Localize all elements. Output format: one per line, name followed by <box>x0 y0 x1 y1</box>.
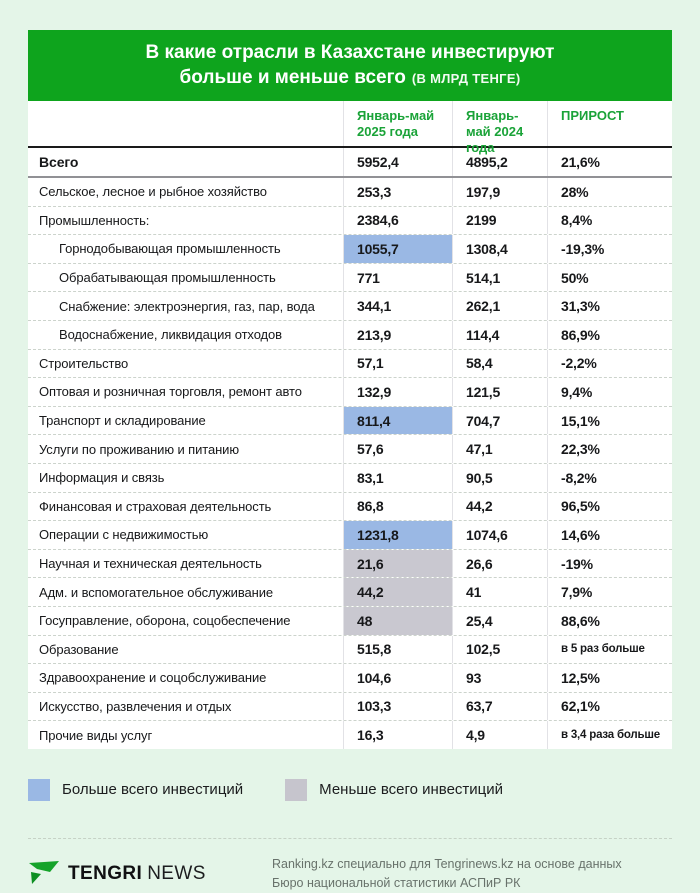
footer-divider <box>28 838 672 839</box>
page-title-line2 <box>180 65 521 91</box>
value-2024: 58,4 <box>452 350 547 378</box>
row-label: Научная и техническая деятельность <box>39 556 262 572</box>
page-title-line1: В какие отрасли в Казахстане инвестируют <box>145 42 555 63</box>
value-2025: 48 <box>343 607 452 635</box>
row-label: Образование <box>39 641 119 657</box>
legend-label-most: Больше всего инвестиций <box>62 781 244 799</box>
header-col-2025: Январь-май 2025 года <box>343 101 452 146</box>
value-2025: 104,6 <box>343 664 452 692</box>
tengri-flag-icon <box>28 860 60 888</box>
logo-word-news: NEWS <box>147 862 206 884</box>
header-empty-cell <box>28 101 343 146</box>
table-row <box>28 606 672 635</box>
table-row <box>28 377 672 406</box>
value-2025: 44,2 <box>343 578 452 606</box>
value-2024: 4895,2 <box>452 148 547 176</box>
value-2025: 16,3 <box>343 721 452 749</box>
value-2025: 103,3 <box>343 693 452 721</box>
value-2025: 771 <box>343 264 452 292</box>
growth-value: 22,3% <box>547 435 672 463</box>
row-label: Снабжение: электроэнергия, газ, пар, вода <box>59 298 315 314</box>
growth-value: 50% <box>547 264 672 292</box>
table-row <box>28 520 672 549</box>
growth-value: 14,6% <box>547 521 672 549</box>
units-note: (В МЛРД ТЕНГЕ) <box>411 71 521 86</box>
table-row <box>28 234 672 263</box>
table-row <box>28 291 672 320</box>
value-2025: 1231,8 <box>343 521 452 549</box>
value-2025: 21,6 <box>343 550 452 578</box>
table-row <box>28 406 672 435</box>
table-row <box>28 720 672 749</box>
value-2024: 44,2 <box>452 493 547 521</box>
value-2024: 41 <box>452 578 547 606</box>
growth-value: 86,9% <box>547 321 672 349</box>
value-2025: 344,1 <box>343 292 452 320</box>
table-row <box>28 349 672 378</box>
table-header-row <box>28 101 672 155</box>
growth-value: 96,5% <box>547 493 672 521</box>
row-label: Услуги по проживанию и питанию <box>39 441 239 457</box>
value-2024: 197,9 <box>452 178 547 206</box>
value-2025: 5952,4 <box>343 148 452 176</box>
growth-value: 15,1% <box>547 407 672 435</box>
value-2025: 1055,7 <box>343 235 452 263</box>
row-label: Адм. и вспомогательное обслуживание <box>39 584 273 600</box>
legend-label-least: Меньше всего инвестиций <box>319 781 504 799</box>
growth-value: 9,4% <box>547 378 672 406</box>
value-2024: 1074,6 <box>452 521 547 549</box>
row-label: Всего <box>39 154 79 170</box>
value-2024: 2199 <box>452 207 547 235</box>
table-row <box>28 206 672 235</box>
row-label: Операции с недвижимостью <box>39 527 209 543</box>
value-2024: 63,7 <box>452 693 547 721</box>
value-2025: 2384,6 <box>343 207 452 235</box>
growth-value: -19% <box>547 550 672 578</box>
header-col-2024: Январь-май 2024 года <box>452 101 547 146</box>
growth-value: -8,2% <box>547 464 672 492</box>
header-banner <box>28 30 672 101</box>
value-2024: 90,5 <box>452 464 547 492</box>
total-row <box>28 148 672 178</box>
legend-swatch-gray <box>285 779 307 801</box>
growth-value: в 5 раз больше <box>547 636 672 664</box>
value-2025: 253,3 <box>343 178 452 206</box>
row-label: Промышленность: <box>39 212 150 228</box>
row-label: Прочие виды услуг <box>39 727 153 743</box>
value-2024: 25,4 <box>452 607 547 635</box>
legend <box>28 779 672 801</box>
table-row <box>28 320 672 349</box>
value-2025: 83,1 <box>343 464 452 492</box>
table-row <box>28 577 672 606</box>
value-2025: 811,4 <box>343 407 452 435</box>
growth-value: 21,6% <box>547 148 672 176</box>
growth-value: 31,3% <box>547 292 672 320</box>
value-2024: 26,6 <box>452 550 547 578</box>
growth-value: в 3,4 раза больше <box>547 721 672 749</box>
row-label: Госуправление, оборона, соцобеспечение <box>39 613 291 629</box>
investment-table <box>28 101 672 749</box>
legend-item-most <box>28 779 243 801</box>
row-label: Здравоохранение и соцобслуживание <box>39 670 267 686</box>
value-2025: 57,6 <box>343 435 452 463</box>
header-col-growth: ПРИРОСТ <box>547 101 672 146</box>
value-2024: 704,7 <box>452 407 547 435</box>
table-row <box>28 692 672 721</box>
legend-item-least <box>285 779 503 801</box>
table-body <box>28 148 672 749</box>
logo-word-tengri: TENGRI <box>68 862 143 884</box>
attribution <box>272 855 622 893</box>
value-2024: 514,1 <box>452 264 547 292</box>
legend-swatch-blue <box>28 779 50 801</box>
value-2025: 515,8 <box>343 636 452 664</box>
row-label: Финансовая и страховая деятельность <box>39 498 272 514</box>
tengri-news-logo <box>28 860 272 888</box>
table-row <box>28 434 672 463</box>
page-title-line2-text: больше и меньше всего <box>179 67 406 88</box>
row-label: Водоснабжение, ликвидация отходов <box>59 327 282 343</box>
value-2024: 1308,4 <box>452 235 547 263</box>
table-row <box>28 463 672 492</box>
value-2024: 102,5 <box>452 636 547 664</box>
table-row <box>28 263 672 292</box>
growth-value: -2,2% <box>547 350 672 378</box>
attribution-line2: Бюро национальной статистики АСПиР РК <box>272 875 521 890</box>
row-label: Горнодобывающая промышленность <box>59 241 281 257</box>
attribution-line1: Ranking.kz специально для Tengrinews.kz на основе данных <box>272 856 622 871</box>
growth-value: 62,1% <box>547 693 672 721</box>
row-label: Сельское, лесное и рыбное хозяйство <box>39 184 267 200</box>
row-label: Информация и связь <box>39 470 165 486</box>
table-row <box>28 178 672 206</box>
growth-value: 88,6% <box>547 607 672 635</box>
value-2024: 47,1 <box>452 435 547 463</box>
growth-value: 12,5% <box>547 664 672 692</box>
growth-value: -19,3% <box>547 235 672 263</box>
value-2024: 121,5 <box>452 378 547 406</box>
value-2025: 132,9 <box>343 378 452 406</box>
footer <box>28 855 672 893</box>
value-2024: 4,9 <box>452 721 547 749</box>
growth-value: 7,9% <box>547 578 672 606</box>
row-label: Искусство, развлечения и отдых <box>39 698 232 714</box>
table-row <box>28 635 672 664</box>
growth-value: 8,4% <box>547 207 672 235</box>
table-row <box>28 663 672 692</box>
row-label: Оптовая и розничная торговля, ремонт авто <box>39 384 302 400</box>
value-2024: 93 <box>452 664 547 692</box>
value-2025: 86,8 <box>343 493 452 521</box>
value-2025: 213,9 <box>343 321 452 349</box>
row-label: Транспорт и складирование <box>39 413 206 429</box>
table-row <box>28 549 672 578</box>
value-2024: 262,1 <box>452 292 547 320</box>
table-row <box>28 492 672 521</box>
growth-value: 28% <box>547 178 672 206</box>
row-label: Обрабатывающая промышленность <box>59 270 276 286</box>
row-label: Строительство <box>39 355 129 371</box>
value-2025: 57,1 <box>343 350 452 378</box>
value-2024: 114,4 <box>452 321 547 349</box>
